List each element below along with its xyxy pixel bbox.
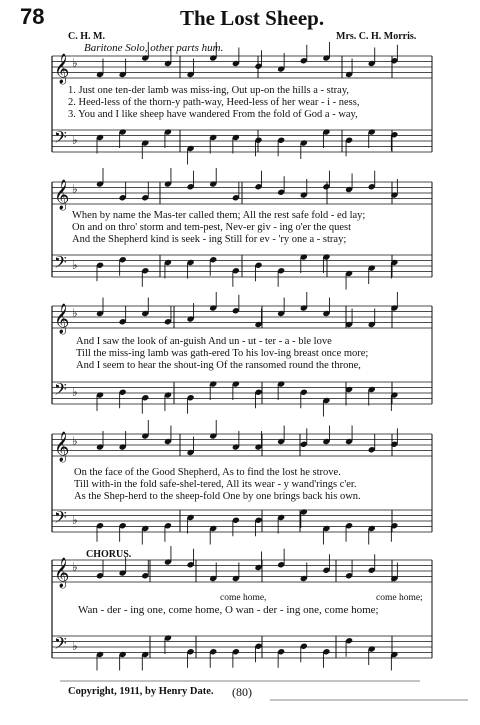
lyric-line: And the Shepherd kind is seek - ing Still for ev - 'ry one a - stray; (72, 234, 347, 245)
flat-icon: ♭ (72, 560, 78, 574)
lyrics-system-4 (74, 467, 361, 503)
lyric-line: On and on thro' storm and tem-pest, Nev-er giv - ing o'er the quest (72, 222, 352, 233)
flat-icon: ♭ (72, 513, 78, 527)
lyric-line: 1. Just one ten-der lamb was miss-ing, Out up-on the hills a - stray, (68, 85, 350, 96)
treble-clef-icon: 𝄞 (54, 432, 70, 462)
flat-icon: ♭ (72, 306, 78, 320)
copyright-notice: Copyright, 1911, by Henry Date. (68, 686, 214, 697)
flat-icon: ♭ (72, 258, 78, 272)
treble-clef-icon: 𝄞 (54, 558, 70, 588)
lyrics-system-2 (72, 210, 365, 246)
bass-clef-icon: 𝄢 (54, 127, 67, 151)
lyric-line: And I seem to hear the shout-ing Of the ransomed round the throne, (76, 360, 361, 371)
flat-icon: ♭ (72, 385, 78, 399)
lyric-line: When by name the Mas-ter called them; All the rest safe fold - ed lay; (72, 210, 366, 221)
lyric-line: Till the miss-ing lamb was gath-ered To his lov-ing breast once more; (76, 348, 369, 359)
composer-initials: C. H. M. (68, 31, 105, 42)
lyric-line: As the Shep-herd to the sheep-fold One by one brings back his own. (74, 491, 361, 502)
page-number: (80) (232, 685, 252, 699)
bass-clef-icon: 𝄢 (54, 507, 67, 531)
lyric-line: 3. You and I like sheep have wandered From the fold of God a - way, (68, 109, 358, 120)
chorus-echo-1: come home, (220, 593, 267, 603)
flat-icon: ♭ (72, 639, 78, 653)
lyric-line: On the face of the Good Shepherd, As to find the lost he strove. (74, 467, 341, 478)
bass-clef-icon: 𝄢 (54, 633, 67, 657)
bass-clef-icon: 𝄢 (54, 379, 67, 403)
hymn-title: The Lost Sheep. (180, 6, 325, 30)
flat-icon: ♭ (72, 434, 78, 448)
hymn-number: 78 (20, 4, 45, 29)
bass-clef-icon: 𝄢 (54, 252, 67, 276)
performance-direction: Baritone Solo, other parts hum. (84, 42, 224, 54)
treble-clef-icon: 𝄞 (54, 54, 70, 84)
flat-icon: ♭ (72, 56, 78, 70)
flat-icon: ♭ (72, 133, 78, 147)
flat-icon: ♭ (72, 182, 78, 196)
lyrics-system-1 (68, 85, 359, 121)
lyric-line: And I saw the look of an-guish And un - ut - ter - a - ble love (76, 336, 332, 347)
lyrics-system-3 (76, 336, 368, 372)
treble-clef-icon: 𝄞 (54, 304, 70, 334)
author-credit: Mrs. C. H. Morris. (336, 31, 417, 42)
chorus-lyric: Wan - der - ing one, come home, O wan - der - ing one, come home; (78, 604, 379, 616)
treble-clef-icon: 𝄞 (54, 180, 70, 210)
chorus-echo-2: come home; (376, 593, 423, 603)
lyric-line: Till with-in the fold safe-shel-tered, All its wear - y wand'rings c'er. (74, 479, 357, 490)
chorus-label: CHORUS. (86, 549, 132, 560)
lyric-line: 2. Heed-less of the thorn-y path-way, Heed-less of her wear - i - ness, (68, 97, 360, 108)
